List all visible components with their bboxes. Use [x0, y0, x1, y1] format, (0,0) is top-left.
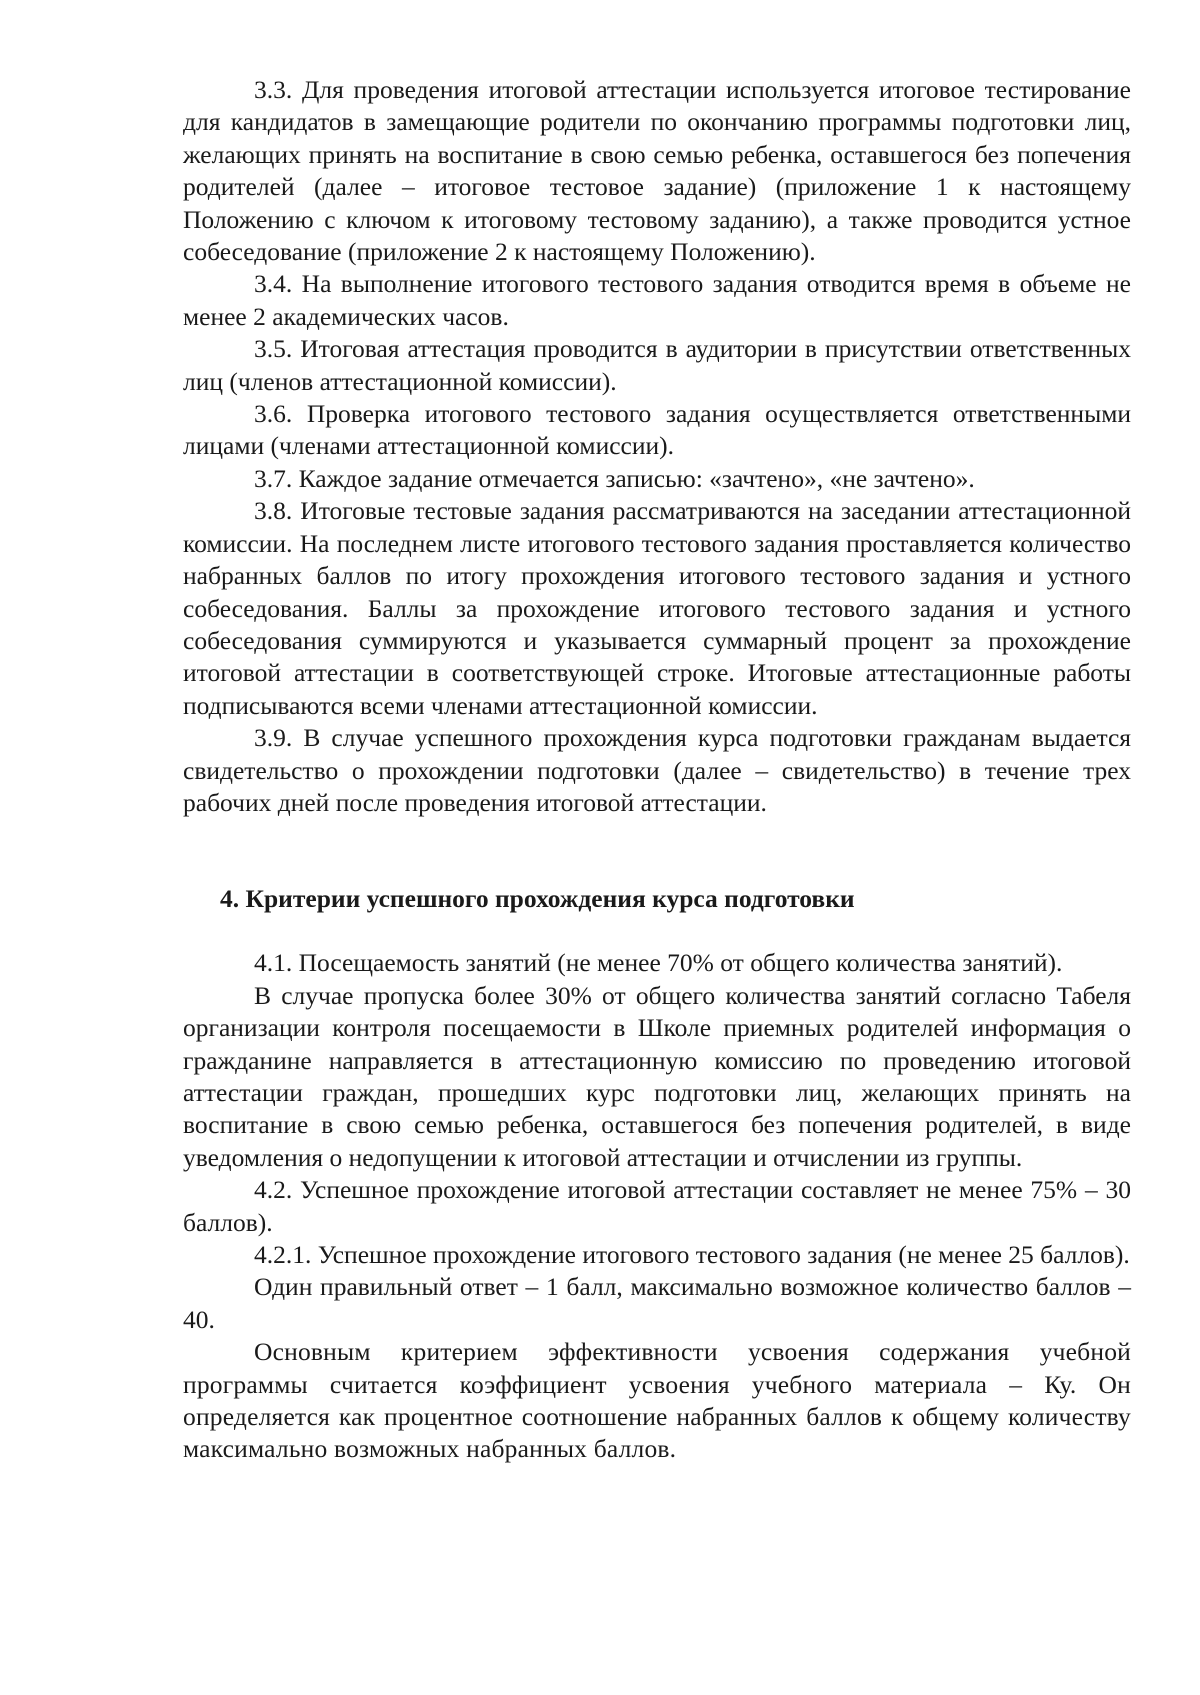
paragraph-criterion: Основным критерием эффективности усвоения содержания учебной программы считается коэффициент усвоения учебного материала – Ку. Он определяется как процентное соотношение набранных баллов к общему количеству максимально возможных набранных баллов.: [183, 1337, 1131, 1464]
paragraph-3-9: 3.9. В случае успешного прохождения курса подготовки гражданам выдается свидетельство о прохождении подготовки (далее – свидетельство) в течение трех рабочих дней после проведения итоговой аттестации.: [183, 723, 1131, 817]
paragraph-3-8: 3.8. Итоговые тестовые задания рассматриваются на заседании аттестационной комиссии. На последнем листе итогового тестового задания проставляется количество набранных баллов по итогу прохождения итогового тестового задания и устного собеседования. Баллы за прохождение итогового тестового задания и устного собеседования суммируются и указывается суммарный процент за прохождение итоговой аттестации в соответствующей строке. Итоговые аттестационные работы подписываются всеми членами аттестационной комиссии.: [183, 496, 1131, 720]
paragraph-3-7: 3.7. Каждое задание отмечается записью: «зачтено», «не зачтено».: [254, 463, 975, 493]
paragraph-4-1: 4.1. Посещаемость занятий (не менее 70% от общего количества занятий).: [254, 948, 1063, 978]
paragraph-absence: В случае пропуска более 30% от общего количества занятий согласно Табеля организации контроля посещаемости в Школе приемных родителей информация о гражданине направляется в аттестационную комиссию по проведению итоговой аттестации граждан, прошедших курс подготовки лиц, желающих принять на воспитание в свою семью ребенка, оставшегося без попечения родителей, в виде уведомления о недопущении к итоговой аттестации и отчислении из группы.: [183, 980, 1131, 1172]
paragraph-3-5: 3.5. Итоговая аттестация проводится в аудитории в присутствии ответственных лиц (членов аттестационной комиссии).: [183, 334, 1131, 396]
paragraph-4-2: 4.2. Успешное прохождение итоговой аттестации составляет не менее 75% – 30 баллов).: [183, 1175, 1131, 1237]
paragraph-4-2-1: 4.2.1. Успешное прохождение итогового тестового задания (не менее 25 баллов).: [254, 1240, 1130, 1269]
paragraph-3-3: 3.3. Для проведения итоговой аттестации используется итоговое тестирование для кандидатов в замещающие родители по окончанию программы подготовки лиц, желающих принять на воспитание в свою семью ребенка, оставшегося без попечения родителей (далее – итоговое тестовое задание) (приложение 1 к настоящему Положению с ключом к итоговому тестовому заданию), а также проводится устное собеседование (приложение 2 к настоящему Положению).: [183, 75, 1131, 267]
section-4-heading: 4. Критерии успешного прохождения курса подготовки: [220, 884, 855, 914]
paragraph-scoring: Один правильный ответ – 1 балл, максимально возможное количество баллов – 40.: [183, 1272, 1131, 1334]
document-page: [183, 74, 1131, 1466]
paragraph-3-6: 3.6. Проверка итогового тестового задания осуществляется ответственными лицами (членами аттестационной комиссии).: [183, 399, 1131, 461]
paragraph-3-4: 3.4. На выполнение итогового тестового задания отводится время в объеме не менее 2 академических часов.: [183, 269, 1131, 331]
